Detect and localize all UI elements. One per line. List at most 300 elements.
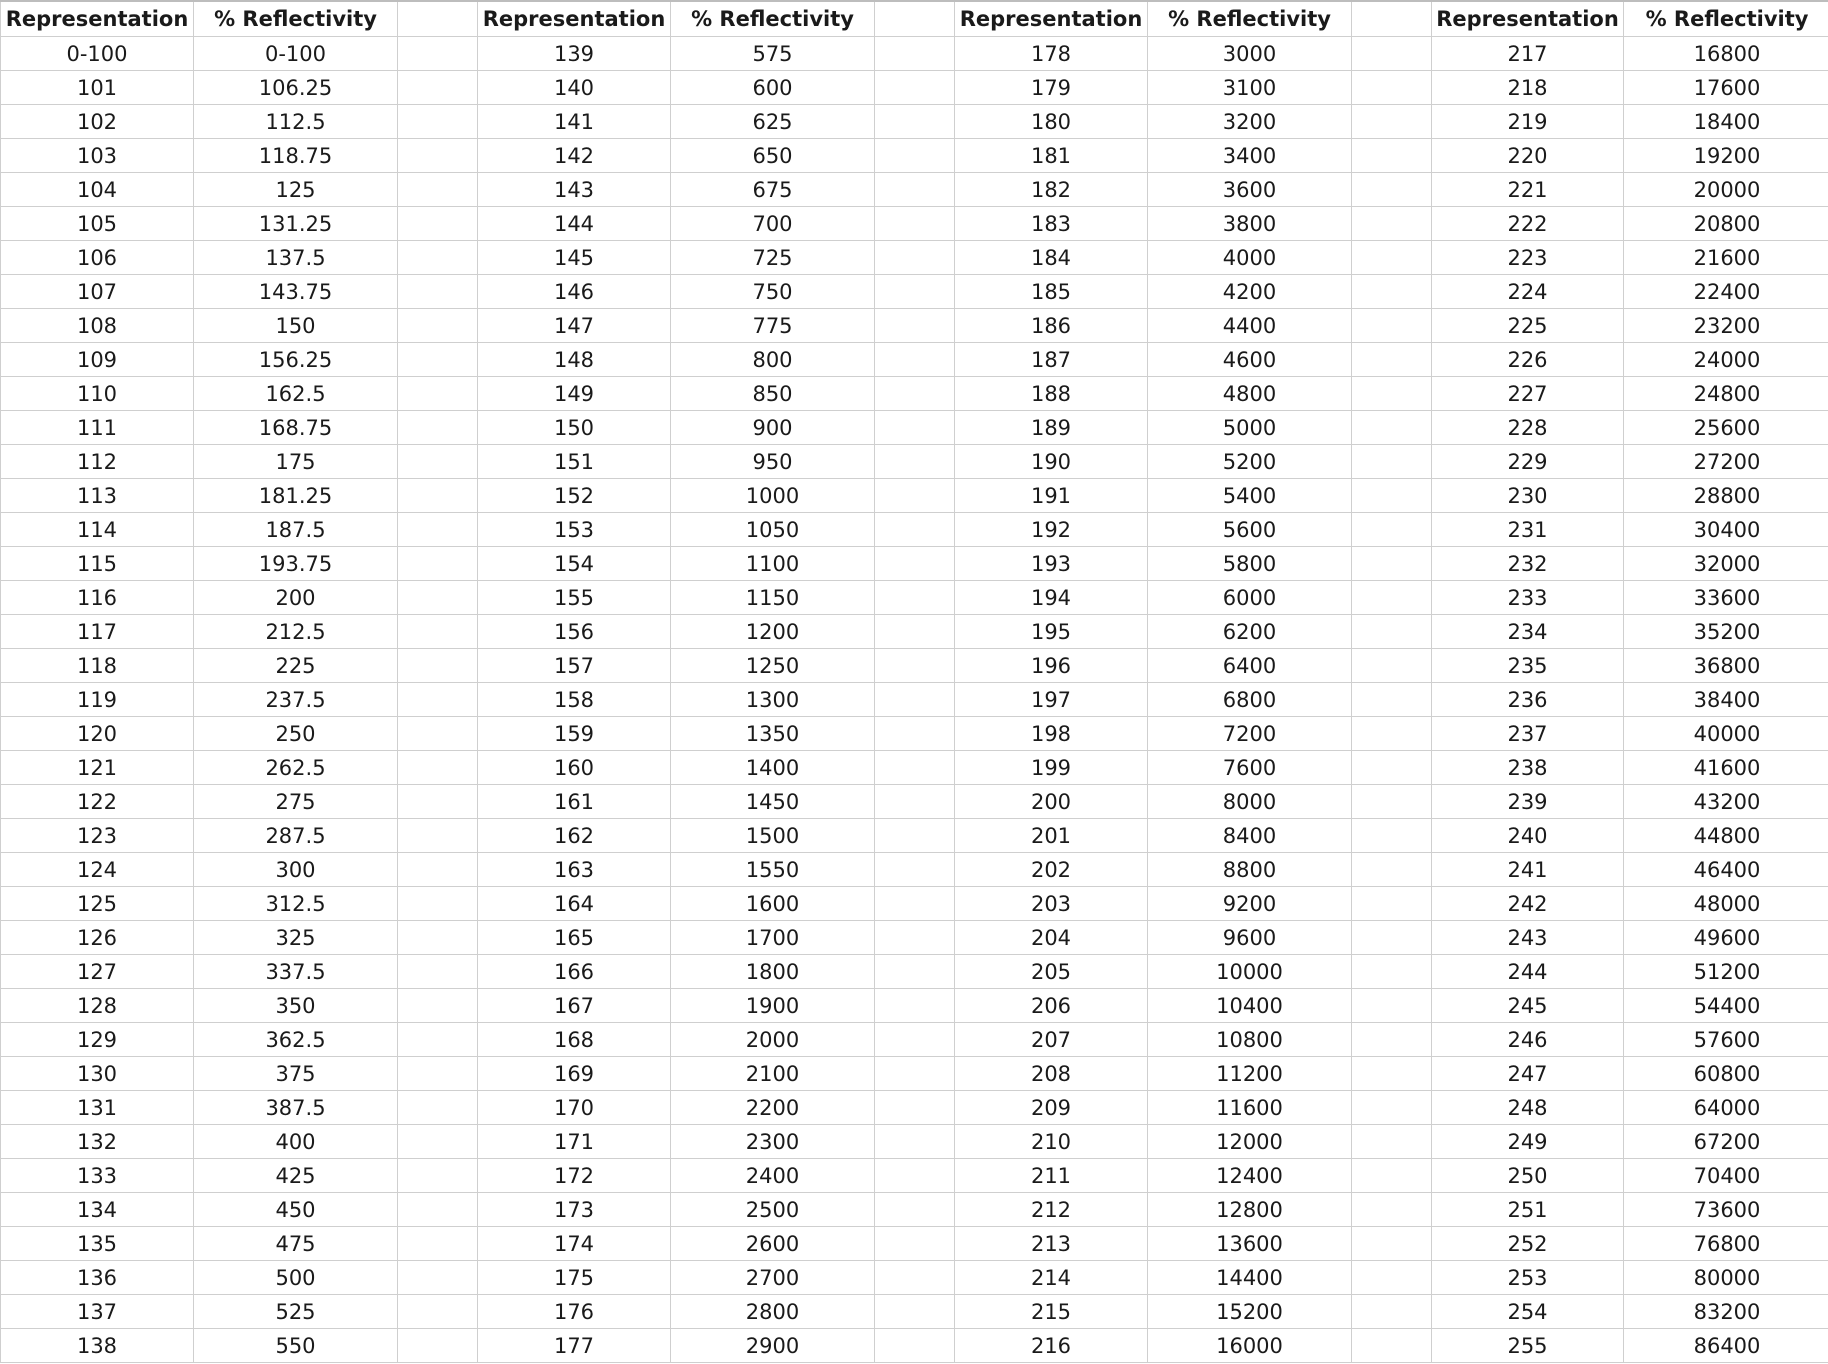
representation-cell[interactable]: 115	[1, 547, 194, 581]
reflectivity-cell[interactable]: 2600	[671, 1227, 875, 1261]
reflectivity-cell[interactable]: 48000	[1624, 887, 1828, 921]
representation-cell[interactable]: 121	[1, 751, 194, 785]
reflectivity-cell[interactable]: 2200	[671, 1091, 875, 1125]
reflectivity-cell[interactable]: 450	[194, 1193, 398, 1227]
representation-cell[interactable]: 208	[955, 1057, 1148, 1091]
blank-cell[interactable]	[398, 207, 478, 241]
reflectivity-cell[interactable]: 4400	[1148, 309, 1352, 343]
reflectivity-cell[interactable]: 212.5	[194, 615, 398, 649]
reflectivity-cell[interactable]: 73600	[1624, 1193, 1828, 1227]
representation-cell[interactable]: 188	[955, 377, 1148, 411]
representation-cell[interactable]: 215	[955, 1295, 1148, 1329]
blank-cell[interactable]	[875, 615, 955, 649]
blank-cell[interactable]	[875, 581, 955, 615]
header-reflectivity-1[interactable]: % Reflectivity	[194, 1, 398, 37]
reflectivity-cell[interactable]: 64000	[1624, 1091, 1828, 1125]
reflectivity-cell[interactable]: 3000	[1148, 37, 1352, 71]
blank-cell[interactable]	[1352, 1329, 1432, 1363]
reflectivity-cell[interactable]: 5600	[1148, 513, 1352, 547]
representation-cell[interactable]: 156	[478, 615, 671, 649]
blank-cell[interactable]	[1352, 445, 1432, 479]
reflectivity-cell[interactable]: 250	[194, 717, 398, 751]
reflectivity-cell[interactable]: 162.5	[194, 377, 398, 411]
reflectivity-cell[interactable]: 83200	[1624, 1295, 1828, 1329]
reflectivity-cell[interactable]: 287.5	[194, 819, 398, 853]
representation-cell[interactable]: 183	[955, 207, 1148, 241]
reflectivity-cell[interactable]: 2800	[671, 1295, 875, 1329]
representation-cell[interactable]: 117	[1, 615, 194, 649]
blank-cell[interactable]	[875, 1091, 955, 1125]
representation-cell[interactable]: 217	[1432, 37, 1624, 71]
reflectivity-cell[interactable]: 106.25	[194, 71, 398, 105]
representation-cell[interactable]: 253	[1432, 1261, 1624, 1295]
blank-cell[interactable]	[875, 683, 955, 717]
representation-cell[interactable]: 118	[1, 649, 194, 683]
reflectivity-cell[interactable]: 425	[194, 1159, 398, 1193]
blank-cell[interactable]	[1352, 1, 1432, 37]
reflectivity-cell[interactable]: 16000	[1148, 1329, 1352, 1363]
representation-cell[interactable]: 108	[1, 309, 194, 343]
reflectivity-cell[interactable]: 14400	[1148, 1261, 1352, 1295]
representation-cell[interactable]: 105	[1, 207, 194, 241]
reflectivity-cell[interactable]: 525	[194, 1295, 398, 1329]
reflectivity-cell[interactable]: 6200	[1148, 615, 1352, 649]
blank-cell[interactable]	[398, 1, 478, 37]
reflectivity-cell[interactable]: 4000	[1148, 241, 1352, 275]
representation-cell[interactable]: 205	[955, 955, 1148, 989]
blank-cell[interactable]	[1352, 1125, 1432, 1159]
reflectivity-cell[interactable]: 60800	[1624, 1057, 1828, 1091]
representation-cell[interactable]: 195	[955, 615, 1148, 649]
reflectivity-cell[interactable]: 51200	[1624, 955, 1828, 989]
reflectivity-cell[interactable]: 950	[671, 445, 875, 479]
reflectivity-cell[interactable]: 35200	[1624, 615, 1828, 649]
reflectivity-cell[interactable]: 15200	[1148, 1295, 1352, 1329]
blank-cell[interactable]	[875, 1261, 955, 1295]
reflectivity-cell[interactable]: 400	[194, 1125, 398, 1159]
reflectivity-cell[interactable]: 40000	[1624, 717, 1828, 751]
reflectivity-cell[interactable]: 12400	[1148, 1159, 1352, 1193]
representation-cell[interactable]: 163	[478, 853, 671, 887]
reflectivity-cell[interactable]: 24800	[1624, 377, 1828, 411]
reflectivity-cell[interactable]: 800	[671, 343, 875, 377]
representation-cell[interactable]: 219	[1432, 105, 1624, 139]
representation-cell[interactable]: 191	[955, 479, 1148, 513]
representation-cell[interactable]: 226	[1432, 343, 1624, 377]
blank-cell[interactable]	[398, 513, 478, 547]
reflectivity-cell[interactable]: 2000	[671, 1023, 875, 1057]
representation-cell[interactable]: 103	[1, 139, 194, 173]
blank-cell[interactable]	[398, 649, 478, 683]
representation-cell[interactable]: 197	[955, 683, 1148, 717]
representation-cell[interactable]: 164	[478, 887, 671, 921]
representation-cell[interactable]: 229	[1432, 445, 1624, 479]
blank-cell[interactable]	[1352, 411, 1432, 445]
reflectivity-cell[interactable]: 19200	[1624, 139, 1828, 173]
reflectivity-cell[interactable]: 3400	[1148, 139, 1352, 173]
representation-cell[interactable]: 170	[478, 1091, 671, 1125]
reflectivity-cell[interactable]: 22400	[1624, 275, 1828, 309]
representation-cell[interactable]: 133	[1, 1159, 194, 1193]
reflectivity-cell[interactable]: 850	[671, 377, 875, 411]
blank-cell[interactable]	[875, 1329, 955, 1363]
representation-cell[interactable]: 116	[1, 581, 194, 615]
representation-cell[interactable]: 231	[1432, 513, 1624, 547]
reflectivity-cell[interactable]: 6400	[1148, 649, 1352, 683]
reflectivity-cell[interactable]: 775	[671, 309, 875, 343]
reflectivity-cell[interactable]: 700	[671, 207, 875, 241]
reflectivity-cell[interactable]: 16800	[1624, 37, 1828, 71]
representation-cell[interactable]: 243	[1432, 921, 1624, 955]
reflectivity-cell[interactable]: 10400	[1148, 989, 1352, 1023]
reflectivity-cell[interactable]: 300	[194, 853, 398, 887]
representation-cell[interactable]: 238	[1432, 751, 1624, 785]
representation-cell[interactable]: 179	[955, 71, 1148, 105]
reflectivity-cell[interactable]: 156.25	[194, 343, 398, 377]
blank-cell[interactable]	[398, 411, 478, 445]
representation-cell[interactable]: 245	[1432, 989, 1624, 1023]
representation-cell[interactable]: 126	[1, 921, 194, 955]
representation-cell[interactable]: 210	[955, 1125, 1148, 1159]
representation-cell[interactable]: 169	[478, 1057, 671, 1091]
blank-cell[interactable]	[1352, 819, 1432, 853]
representation-cell[interactable]: 124	[1, 853, 194, 887]
reflectivity-cell[interactable]: 54400	[1624, 989, 1828, 1023]
reflectivity-cell[interactable]: 43200	[1624, 785, 1828, 819]
blank-cell[interactable]	[875, 377, 955, 411]
reflectivity-cell[interactable]: 575	[671, 37, 875, 71]
reflectivity-cell[interactable]: 1300	[671, 683, 875, 717]
reflectivity-cell[interactable]: 8800	[1148, 853, 1352, 887]
reflectivity-cell[interactable]: 375	[194, 1057, 398, 1091]
representation-cell[interactable]: 223	[1432, 241, 1624, 275]
representation-cell[interactable]: 140	[478, 71, 671, 105]
representation-cell[interactable]: 199	[955, 751, 1148, 785]
representation-cell[interactable]: 251	[1432, 1193, 1624, 1227]
blank-cell[interactable]	[1352, 71, 1432, 105]
reflectivity-cell[interactable]: 1100	[671, 547, 875, 581]
representation-cell[interactable]: 114	[1, 513, 194, 547]
blank-cell[interactable]	[398, 751, 478, 785]
blank-cell[interactable]	[1352, 581, 1432, 615]
reflectivity-cell[interactable]: 13600	[1148, 1227, 1352, 1261]
reflectivity-cell[interactable]: 6000	[1148, 581, 1352, 615]
header-reflectivity-3[interactable]: % Reflectivity	[1148, 1, 1352, 37]
header-representation-1[interactable]: Representation	[1, 1, 194, 37]
reflectivity-cell[interactable]: 3100	[1148, 71, 1352, 105]
header-reflectivity-4[interactable]: % Reflectivity	[1624, 1, 1828, 37]
representation-cell[interactable]: 107	[1, 275, 194, 309]
blank-cell[interactable]	[398, 1023, 478, 1057]
representation-cell[interactable]: 132	[1, 1125, 194, 1159]
representation-cell[interactable]: 206	[955, 989, 1148, 1023]
reflectivity-cell[interactable]: 387.5	[194, 1091, 398, 1125]
representation-cell[interactable]: 234	[1432, 615, 1624, 649]
reflectivity-cell[interactable]: 125	[194, 173, 398, 207]
reflectivity-cell[interactable]: 21600	[1624, 241, 1828, 275]
blank-cell[interactable]	[398, 955, 478, 989]
blank-cell[interactable]	[1352, 1091, 1432, 1125]
reflectivity-cell[interactable]: 3600	[1148, 173, 1352, 207]
blank-cell[interactable]	[1352, 717, 1432, 751]
representation-cell[interactable]: 159	[478, 717, 671, 751]
blank-cell[interactable]	[398, 921, 478, 955]
blank-cell[interactable]	[398, 173, 478, 207]
representation-cell[interactable]: 127	[1, 955, 194, 989]
representation-cell[interactable]: 200	[955, 785, 1148, 819]
reflectivity-cell[interactable]: 350	[194, 989, 398, 1023]
reflectivity-cell[interactable]: 150	[194, 309, 398, 343]
reflectivity-cell[interactable]: 337.5	[194, 955, 398, 989]
blank-cell[interactable]	[1352, 343, 1432, 377]
reflectivity-cell[interactable]: 650	[671, 139, 875, 173]
representation-cell[interactable]: 202	[955, 853, 1148, 887]
reflectivity-cell[interactable]: 225	[194, 649, 398, 683]
reflectivity-cell[interactable]: 10000	[1148, 955, 1352, 989]
reflectivity-cell[interactable]: 18400	[1624, 105, 1828, 139]
blank-cell[interactable]	[398, 71, 478, 105]
reflectivity-cell[interactable]: 675	[671, 173, 875, 207]
representation-cell[interactable]: 182	[955, 173, 1148, 207]
representation-cell[interactable]: 220	[1432, 139, 1624, 173]
representation-cell[interactable]: 153	[478, 513, 671, 547]
reflectivity-cell[interactable]: 112.5	[194, 105, 398, 139]
representation-cell[interactable]: 189	[955, 411, 1148, 445]
blank-cell[interactable]	[875, 853, 955, 887]
representation-cell[interactable]: 211	[955, 1159, 1148, 1193]
reflectivity-cell[interactable]: 7600	[1148, 751, 1352, 785]
reflectivity-cell[interactable]: 27200	[1624, 445, 1828, 479]
representation-cell[interactable]: 106	[1, 241, 194, 275]
representation-cell[interactable]: 167	[478, 989, 671, 1023]
blank-cell[interactable]	[875, 989, 955, 1023]
representation-cell[interactable]: 111	[1, 411, 194, 445]
blank-cell[interactable]	[875, 275, 955, 309]
blank-cell[interactable]	[875, 1057, 955, 1091]
reflectivity-cell[interactable]: 1800	[671, 955, 875, 989]
header-representation-4[interactable]: Representation	[1432, 1, 1624, 37]
blank-cell[interactable]	[1352, 1193, 1432, 1227]
representation-cell[interactable]: 148	[478, 343, 671, 377]
blank-cell[interactable]	[398, 581, 478, 615]
blank-cell[interactable]	[1352, 989, 1432, 1023]
representation-cell[interactable]: 145	[478, 241, 671, 275]
blank-cell[interactable]	[1352, 105, 1432, 139]
representation-cell[interactable]: 230	[1432, 479, 1624, 513]
reflectivity-cell[interactable]: 57600	[1624, 1023, 1828, 1057]
reflectivity-cell[interactable]: 1600	[671, 887, 875, 921]
blank-cell[interactable]	[398, 105, 478, 139]
representation-cell[interactable]: 119	[1, 683, 194, 717]
representation-cell[interactable]: 227	[1432, 377, 1624, 411]
header-reflectivity-2[interactable]: % Reflectivity	[671, 1, 875, 37]
reflectivity-cell[interactable]: 193.75	[194, 547, 398, 581]
representation-cell[interactable]: 161	[478, 785, 671, 819]
blank-cell[interactable]	[875, 445, 955, 479]
representation-cell[interactable]: 221	[1432, 173, 1624, 207]
reflectivity-cell[interactable]: 1550	[671, 853, 875, 887]
representation-cell[interactable]: 213	[955, 1227, 1148, 1261]
reflectivity-cell[interactable]: 25600	[1624, 411, 1828, 445]
reflectivity-cell[interactable]: 67200	[1624, 1125, 1828, 1159]
reflectivity-cell[interactable]: 550	[194, 1329, 398, 1363]
reflectivity-cell[interactable]: 187.5	[194, 513, 398, 547]
reflectivity-cell[interactable]: 600	[671, 71, 875, 105]
blank-cell[interactable]	[398, 819, 478, 853]
reflectivity-cell[interactable]: 1250	[671, 649, 875, 683]
representation-cell[interactable]: 104	[1, 173, 194, 207]
blank-cell[interactable]	[1352, 751, 1432, 785]
reflectivity-cell[interactable]: 1200	[671, 615, 875, 649]
blank-cell[interactable]	[398, 275, 478, 309]
blank-cell[interactable]	[875, 309, 955, 343]
reflectivity-cell[interactable]: 1150	[671, 581, 875, 615]
representation-cell[interactable]: 139	[478, 37, 671, 71]
representation-cell[interactable]: 176	[478, 1295, 671, 1329]
blank-cell[interactable]	[398, 1091, 478, 1125]
representation-cell[interactable]: 135	[1, 1227, 194, 1261]
reflectivity-cell[interactable]: 9600	[1148, 921, 1352, 955]
representation-cell[interactable]: 141	[478, 105, 671, 139]
reflectivity-cell[interactable]: 38400	[1624, 683, 1828, 717]
representation-cell[interactable]: 131	[1, 1091, 194, 1125]
blank-cell[interactable]	[398, 37, 478, 71]
blank-cell[interactable]	[398, 887, 478, 921]
blank-cell[interactable]	[398, 1159, 478, 1193]
reflectivity-cell[interactable]: 5400	[1148, 479, 1352, 513]
header-representation-3[interactable]: Representation	[955, 1, 1148, 37]
representation-cell[interactable]: 152	[478, 479, 671, 513]
blank-cell[interactable]	[398, 853, 478, 887]
representation-cell[interactable]: 185	[955, 275, 1148, 309]
blank-cell[interactable]	[1352, 207, 1432, 241]
representation-cell[interactable]: 178	[955, 37, 1148, 71]
representation-cell[interactable]: 123	[1, 819, 194, 853]
representation-cell[interactable]: 254	[1432, 1295, 1624, 1329]
representation-cell[interactable]: 155	[478, 581, 671, 615]
blank-cell[interactable]	[875, 207, 955, 241]
representation-cell[interactable]: 216	[955, 1329, 1148, 1363]
representation-cell[interactable]: 129	[1, 1023, 194, 1057]
blank-cell[interactable]	[1352, 513, 1432, 547]
reflectivity-cell[interactable]: 86400	[1624, 1329, 1828, 1363]
reflectivity-cell[interactable]: 2900	[671, 1329, 875, 1363]
representation-cell[interactable]: 154	[478, 547, 671, 581]
reflectivity-cell[interactable]: 24000	[1624, 343, 1828, 377]
representation-cell[interactable]: 172	[478, 1159, 671, 1193]
representation-cell[interactable]: 235	[1432, 649, 1624, 683]
representation-cell[interactable]: 166	[478, 955, 671, 989]
representation-cell[interactable]: 168	[478, 1023, 671, 1057]
representation-cell[interactable]: 214	[955, 1261, 1148, 1295]
blank-cell[interactable]	[1352, 887, 1432, 921]
reflectivity-cell[interactable]: 1450	[671, 785, 875, 819]
blank-cell[interactable]	[1352, 547, 1432, 581]
representation-cell[interactable]: 134	[1, 1193, 194, 1227]
reflectivity-cell[interactable]: 36800	[1624, 649, 1828, 683]
reflectivity-cell[interactable]: 23200	[1624, 309, 1828, 343]
reflectivity-cell[interactable]: 7200	[1148, 717, 1352, 751]
reflectivity-cell[interactable]: 28800	[1624, 479, 1828, 513]
reflectivity-cell[interactable]: 362.5	[194, 1023, 398, 1057]
reflectivity-cell[interactable]: 175	[194, 445, 398, 479]
blank-cell[interactable]	[1352, 309, 1432, 343]
reflectivity-cell[interactable]: 1050	[671, 513, 875, 547]
blank-cell[interactable]	[1352, 1227, 1432, 1261]
blank-cell[interactable]	[398, 343, 478, 377]
representation-cell[interactable]: 249	[1432, 1125, 1624, 1159]
representation-cell[interactable]: 244	[1432, 955, 1624, 989]
reflectivity-cell[interactable]: 200	[194, 581, 398, 615]
reflectivity-cell[interactable]: 80000	[1624, 1261, 1828, 1295]
blank-cell[interactable]	[398, 683, 478, 717]
representation-cell[interactable]: 224	[1432, 275, 1624, 309]
representation-cell[interactable]: 228	[1432, 411, 1624, 445]
blank-cell[interactable]	[875, 37, 955, 71]
reflectivity-cell[interactable]: 325	[194, 921, 398, 955]
reflectivity-cell[interactable]: 168.75	[194, 411, 398, 445]
representation-cell[interactable]: 0-100	[1, 37, 194, 71]
reflectivity-cell[interactable]: 9200	[1148, 887, 1352, 921]
blank-cell[interactable]	[1352, 241, 1432, 275]
representation-cell[interactable]: 255	[1432, 1329, 1624, 1363]
reflectivity-cell[interactable]: 41600	[1624, 751, 1828, 785]
representation-cell[interactable]: 151	[478, 445, 671, 479]
blank-cell[interactable]	[1352, 37, 1432, 71]
representation-cell[interactable]: 138	[1, 1329, 194, 1363]
blank-cell[interactable]	[875, 751, 955, 785]
blank-cell[interactable]	[875, 1159, 955, 1193]
representation-cell[interactable]: 209	[955, 1091, 1148, 1125]
representation-cell[interactable]: 149	[478, 377, 671, 411]
blank-cell[interactable]	[875, 649, 955, 683]
blank-cell[interactable]	[1352, 1295, 1432, 1329]
representation-cell[interactable]: 162	[478, 819, 671, 853]
blank-cell[interactable]	[875, 547, 955, 581]
reflectivity-cell[interactable]: 12800	[1148, 1193, 1352, 1227]
representation-cell[interactable]: 177	[478, 1329, 671, 1363]
blank-cell[interactable]	[398, 989, 478, 1023]
representation-cell[interactable]: 175	[478, 1261, 671, 1295]
representation-cell[interactable]: 190	[955, 445, 1148, 479]
blank-cell[interactable]	[875, 921, 955, 955]
blank-cell[interactable]	[1352, 955, 1432, 989]
representation-cell[interactable]: 250	[1432, 1159, 1624, 1193]
reflectivity-cell[interactable]: 2500	[671, 1193, 875, 1227]
representation-cell[interactable]: 225	[1432, 309, 1624, 343]
blank-cell[interactable]	[1352, 173, 1432, 207]
reflectivity-cell[interactable]: 12000	[1148, 1125, 1352, 1159]
blank-cell[interactable]	[398, 717, 478, 751]
reflectivity-cell[interactable]: 11600	[1148, 1091, 1352, 1125]
blank-cell[interactable]	[1352, 139, 1432, 173]
blank-cell[interactable]	[398, 615, 478, 649]
blank-cell[interactable]	[398, 1329, 478, 1363]
blank-cell[interactable]	[875, 785, 955, 819]
representation-cell[interactable]: 101	[1, 71, 194, 105]
blank-cell[interactable]	[875, 1193, 955, 1227]
blank-cell[interactable]	[1352, 275, 1432, 309]
reflectivity-cell[interactable]: 1400	[671, 751, 875, 785]
blank-cell[interactable]	[1352, 853, 1432, 887]
representation-cell[interactable]: 120	[1, 717, 194, 751]
blank-cell[interactable]	[1352, 1159, 1432, 1193]
representation-cell[interactable]: 242	[1432, 887, 1624, 921]
reflectivity-cell[interactable]: 118.75	[194, 139, 398, 173]
blank-cell[interactable]	[875, 1023, 955, 1057]
representation-cell[interactable]: 187	[955, 343, 1148, 377]
reflectivity-cell[interactable]: 5200	[1148, 445, 1352, 479]
